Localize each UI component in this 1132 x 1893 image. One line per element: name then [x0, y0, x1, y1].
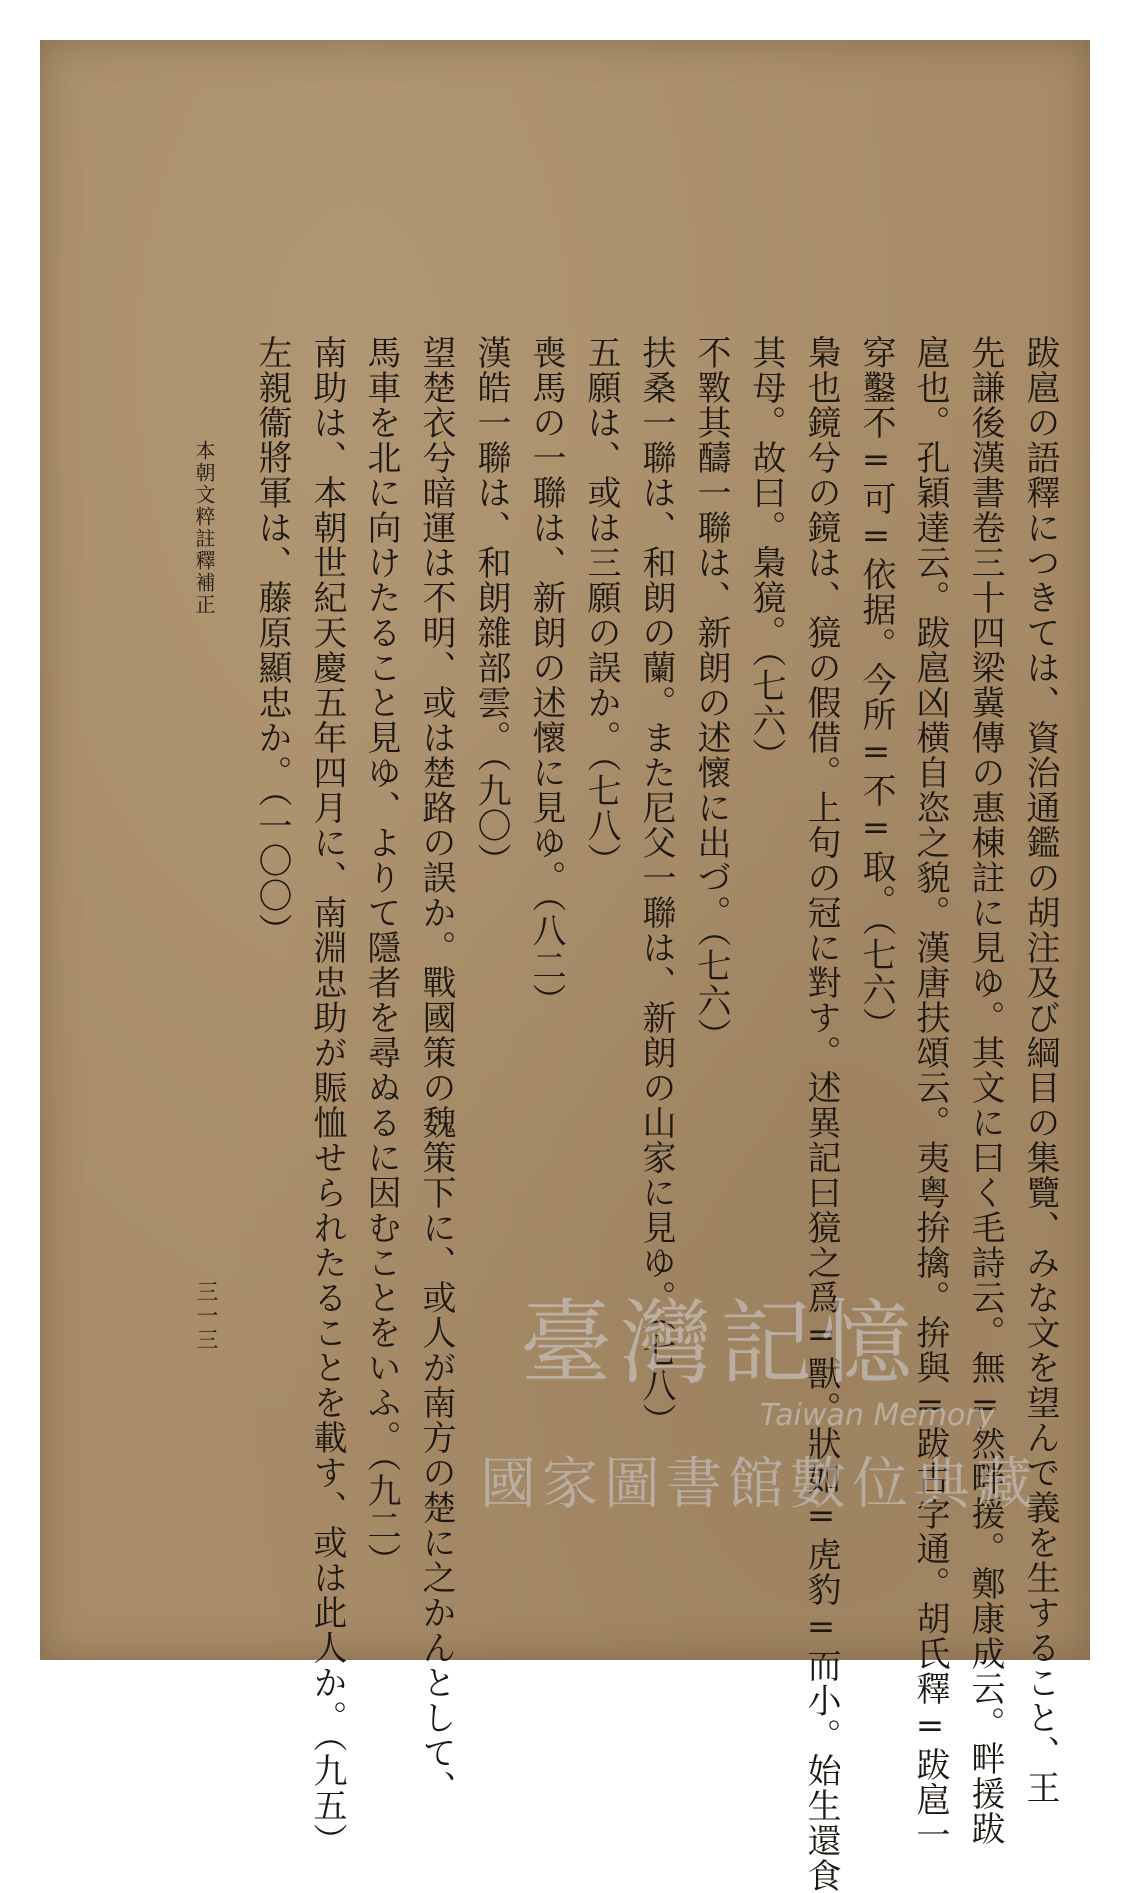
running-head: 本朝文粹註釋補正: [192, 440, 216, 616]
text-column: 喪馬の一聯は、新朗の述懷に見ゆ。（八二）: [526, 335, 566, 1018]
text-column: 南助は、本朝世紀天慶五年四月に、南淵忠助が賑恤せられたることを載す、或は此人か。（九五）: [307, 335, 347, 1858]
watermark-subtitle: 國家圖書館數位典藏: [480, 1452, 1038, 1517]
text-column: 其母。故曰。梟獍。（七六）: [746, 335, 786, 773]
text-column: 先謙後漢書卷三十四梁冀傳の惠棟註に見ゆ。其文に曰く毛詩云。無=然畔援。鄭康成云。畔援跋: [965, 335, 1005, 1846]
page-number: 三一三: [193, 1280, 218, 1352]
book-page: [40, 40, 1090, 1893]
text-column: 扶桑一聯は、和朗の蘭。また尼父一聯は、新朗の山家に見ゆ。（七八）: [636, 335, 676, 1438]
text-column: 漢皓一聯は、和朗雜部雲。（九〇）: [471, 335, 511, 878]
watermark-english: Taiwan Memory: [760, 1398, 996, 1433]
text-column: 扈也。孔穎達云。跋扈凶横自恣之貌。漢唐扶頌云。夷粤拚擒。拚與=跋古字通。胡氏釋=跋扈一: [910, 335, 950, 1852]
text-column: 跋扈の語釋につきては、資治通鑑の胡注及び綱目の集覽、みな文を望んで義を生すること、王: [1020, 335, 1060, 1805]
watermark-title: 臺灣記憶: [520, 1290, 921, 1397]
text-column: 望楚衣兮暗運は不明、或は楚路の誤か。戰國策の魏策下に、或人が南方の楚に之かんとして、: [416, 335, 456, 1805]
text-column: 穿鑿不=可=依据。今所=不=取。（七六）: [856, 335, 896, 1042]
text-column: 左親衞將軍は、藤原顯忠か。（一〇〇）: [252, 335, 292, 948]
text-column: 五願は、或は三願の誤か。（七八）: [581, 335, 621, 878]
text-column: 不斁其醻一聯は、新朗の述懷に出づ。（七六）: [691, 335, 731, 1053]
text-column: 梟也鏡兮の鏡は、獍の假借。上句の冠に對す。述異記曰獍之爲=獸。狀如=虎豹=而小。始生還食: [801, 335, 841, 1893]
text-column: 馬車を北に向けたること見ゆ、よりて隱者を尋ぬるに因むことをいふ。（九二）: [361, 335, 401, 1578]
